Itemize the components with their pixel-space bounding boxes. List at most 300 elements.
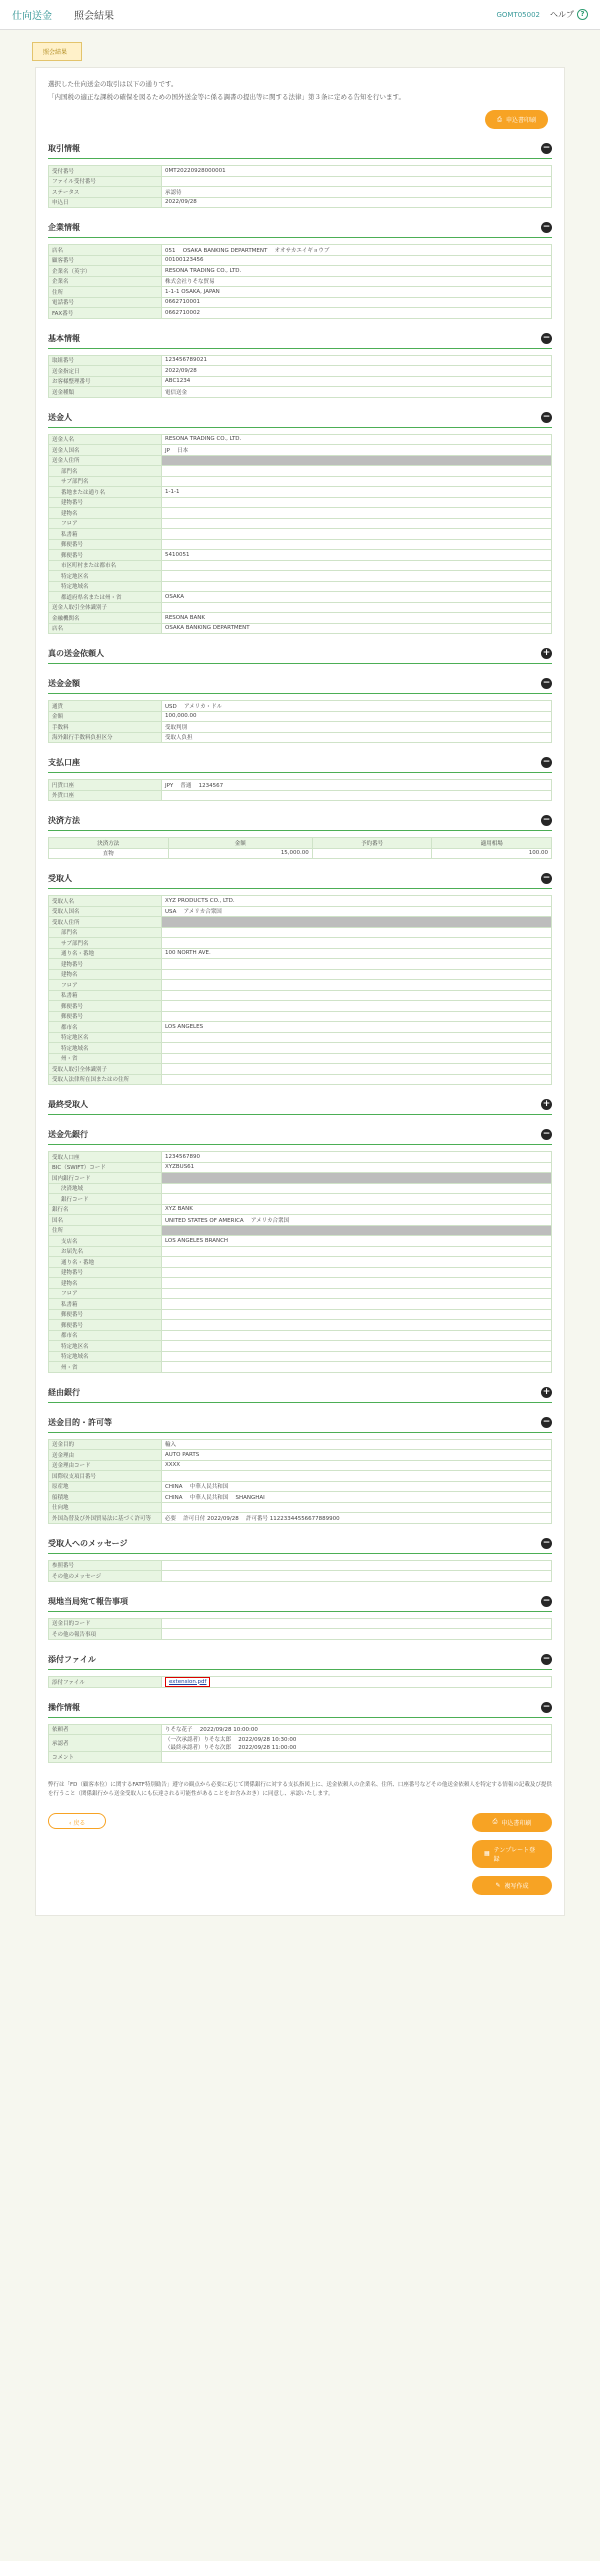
field-label: 私書箱: [49, 990, 162, 1001]
field-label: 郵便番号: [49, 1320, 162, 1331]
table-row: [49, 732, 552, 743]
field-value: UNITED STATES OF AMERICA アメリカ合衆国: [162, 1215, 552, 1226]
section-title: 最終受取人: [48, 1100, 88, 1109]
field-label: 送金目的コード: [49, 1618, 162, 1629]
field-value: 123456789021: [162, 355, 552, 366]
section-header: [48, 333, 552, 349]
field-label: 店名: [49, 623, 162, 634]
detail-table: [48, 1151, 552, 1373]
field-label: 特定地域名: [49, 1351, 162, 1362]
field-label: 金額: [49, 711, 162, 722]
field-label: 州・省: [49, 1362, 162, 1373]
sections: [48, 143, 552, 1763]
table-row: [49, 848, 552, 859]
field-label: 建物番号: [49, 959, 162, 970]
table-row: [49, 1309, 552, 1320]
field-value: [162, 529, 552, 540]
table-row: [49, 1064, 552, 1075]
field-label: 建物番号: [49, 1267, 162, 1278]
table-row: [49, 780, 552, 791]
section: [48, 678, 552, 743]
field-label: 送金人取引全体識別子: [49, 602, 162, 613]
field-value: AUTO PARTS: [162, 1450, 552, 1461]
section-header: [48, 1129, 552, 1145]
section-title: 真の送金依頼人: [48, 649, 104, 658]
table-row: [49, 722, 552, 733]
table-row: [49, 176, 552, 187]
section: [48, 333, 552, 398]
field-label: 店名: [49, 245, 162, 256]
table-cell: [312, 848, 432, 859]
table-row: [49, 1320, 552, 1331]
table-row: [49, 255, 552, 266]
collapse-icon[interactable]: −: [542, 1701, 551, 1712]
table-row: [49, 355, 552, 366]
field-value: [162, 1257, 552, 1268]
table-row: [49, 1267, 552, 1278]
field-label: 特定地区名: [49, 1341, 162, 1352]
table-row: [49, 1162, 552, 1173]
field-label: 支店名: [49, 1236, 162, 1247]
table-row: [49, 969, 552, 980]
section-title: 支払口座: [48, 758, 80, 767]
table-row: [49, 387, 552, 398]
collapse-icon[interactable]: −: [542, 332, 551, 343]
field-value: [162, 1560, 552, 1571]
field-label: 企業名: [49, 276, 162, 287]
field-label: フロア: [49, 980, 162, 991]
field-value: ABC1234: [162, 376, 552, 387]
section-header: [48, 1654, 552, 1670]
section: [48, 412, 552, 635]
field-value: [162, 1309, 552, 1320]
field-value: CHINA 中華人民共和国 SHANGHAI: [162, 1492, 552, 1503]
field-value: [162, 1571, 552, 1582]
field-label: その他のメッセージ: [49, 1571, 162, 1582]
field-label: 建物名: [49, 969, 162, 980]
field-label: 私書箱: [49, 1299, 162, 1310]
app-header: [0, 0, 600, 30]
section-header: [48, 815, 552, 831]
field-label: FAX番号: [49, 308, 162, 319]
field-value: CHINA 中華人民共和国: [162, 1481, 552, 1492]
field-label: 送金指定日: [49, 366, 162, 377]
field-label: 建物名: [49, 508, 162, 519]
field-label: 外貨口座: [49, 790, 162, 801]
expand-icon[interactable]: +: [542, 648, 551, 658]
field-label: フロア: [49, 1288, 162, 1299]
intro-line-2: 「内国税の適正な課税の確保を図るための国外送金等に係る調書の提出等に関する法律」第３条に定める告知を行います。: [48, 93, 405, 101]
field-value: [162, 518, 552, 529]
detail-table: [48, 355, 552, 398]
field-label: 受取人国名: [49, 906, 162, 917]
collapse-icon[interactable]: −: [542, 1129, 551, 1139]
field-label: 郵便番号: [49, 1011, 162, 1022]
table-row: [49, 613, 552, 624]
menu-link-outward-remittance[interactable]: 仕向送金: [12, 11, 52, 22]
table-row: [49, 529, 552, 540]
field-label: お客様整理番号: [49, 376, 162, 387]
section-header: [48, 412, 552, 428]
template-label: テンプレート登録: [493, 1846, 536, 1863]
table-row: [49, 1001, 552, 1012]
table-row: [49, 497, 552, 508]
field-value: [162, 1362, 552, 1373]
table-row: [49, 581, 552, 592]
field-value: USA アメリカ合衆国: [162, 906, 552, 917]
field-label: 通貨: [49, 701, 162, 712]
field-value: RESONA TRADING CO., LTD.: [162, 266, 552, 277]
section-header: [48, 1099, 552, 1115]
field-label: 手数料: [49, 722, 162, 733]
field-value: [162, 1502, 552, 1513]
field-label: 銀行名: [49, 1204, 162, 1215]
field-label: 顧客番号: [49, 255, 162, 266]
field-value: [162, 917, 552, 928]
table-row: [49, 1629, 552, 1640]
field-label: 送金種類: [49, 387, 162, 398]
field-label: 受付番号: [49, 166, 162, 177]
table-row: [49, 1011, 552, 1022]
field-value: 1234567890: [162, 1152, 552, 1163]
detail-table: [48, 1724, 552, 1763]
table-row: [49, 1676, 552, 1687]
table-row: [49, 518, 552, 529]
field-value: [162, 1288, 552, 1299]
section: [48, 1654, 552, 1688]
field-value: OSAKA: [162, 592, 552, 603]
field-value: [162, 602, 552, 613]
section-title: 操作情報: [48, 1702, 80, 1712]
field-value: LOS ANGELES: [162, 1022, 552, 1033]
copy-create-button[interactable]: [472, 1876, 552, 1895]
field-value: JPY 普通 1234567: [162, 780, 552, 791]
field-label: 受取人住所: [49, 917, 162, 928]
pencil-icon: ✎: [495, 1881, 501, 1889]
table-row: [49, 1288, 552, 1299]
field-label: 国内銀行コード: [49, 1173, 162, 1184]
table-row: [49, 980, 552, 991]
field-label: 銀行コード: [49, 1194, 162, 1205]
template-register-button[interactable]: [472, 1840, 552, 1868]
table-row: [49, 1173, 552, 1184]
field-value: OSAKA BANKING DEPARTMENT: [162, 623, 552, 634]
section: [48, 757, 552, 801]
field-label: フロア: [49, 518, 162, 529]
field-label: 国名: [49, 1215, 162, 1226]
collapse-icon[interactable]: −: [542, 815, 551, 825]
print-application-button[interactable]: [485, 110, 548, 129]
back-button[interactable]: ‹ 戻る: [48, 1813, 106, 1829]
table-row: [49, 1618, 552, 1629]
field-value: 00100123456: [162, 255, 552, 266]
table-row: [49, 245, 552, 256]
help-link[interactable]: [550, 9, 588, 20]
table-row: [49, 1362, 552, 1373]
field-value: 輸入: [162, 1439, 552, 1450]
page-title: 照会結果: [74, 11, 114, 22]
table-row: [49, 445, 552, 456]
field-label: 承認者: [49, 1735, 162, 1752]
field-value: [162, 1618, 552, 1629]
field-value: [162, 980, 552, 991]
field-value: 1-1-1: [162, 487, 552, 498]
table-row: [49, 1502, 552, 1513]
field-label: 郵便番号: [49, 1001, 162, 1012]
table-row: [49, 1225, 552, 1236]
collapse-icon[interactable]: −: [542, 1653, 551, 1664]
field-value: [162, 1267, 552, 1278]
print-application-button-bottom[interactable]: [472, 1813, 552, 1832]
table-row: [49, 560, 552, 571]
field-value: 電信送金: [162, 387, 552, 398]
collapse-icon[interactable]: −: [542, 1595, 551, 1606]
field-value: [162, 1341, 552, 1352]
table-row: [49, 266, 552, 277]
section-header: [48, 222, 552, 238]
table-row: [49, 1460, 552, 1471]
field-label: その他の報告事項: [49, 1629, 162, 1640]
field-label: 送金人国名: [49, 445, 162, 456]
question-icon: ?: [577, 9, 588, 20]
section: [48, 1129, 552, 1373]
table-cell: 15,000.00: [168, 848, 312, 859]
collapse-icon[interactable]: −: [542, 873, 551, 883]
field-label: 船積地: [49, 1492, 162, 1503]
table-row: [49, 1471, 552, 1482]
field-value: [162, 1053, 552, 1064]
field-label: 電話番号: [49, 297, 162, 308]
field-label: 送金理由コード: [49, 1460, 162, 1471]
table-row: [49, 602, 552, 613]
table-row: [49, 1450, 552, 1461]
table-row: [49, 1439, 552, 1450]
field-value: [162, 1194, 552, 1205]
field-label: 受取人取引全体識別子: [49, 1064, 162, 1075]
collapse-icon[interactable]: −: [542, 1416, 551, 1427]
expand-icon[interactable]: +: [542, 1386, 551, 1397]
field-label: 特定地域名: [49, 1043, 162, 1054]
field-label: 住所: [49, 1225, 162, 1236]
field-value: [162, 990, 552, 1001]
field-value: [162, 1629, 552, 1640]
field-label: 送金人名: [49, 434, 162, 445]
section-title: 送金目的・許可等: [48, 1417, 112, 1427]
collapse-icon[interactable]: −: [542, 678, 551, 688]
field-label: 受取人名: [49, 896, 162, 907]
table-row: [49, 297, 552, 308]
intro-text: [48, 78, 552, 104]
field-label: 住所: [49, 287, 162, 298]
field-value: [162, 508, 552, 519]
expand-icon[interactable]: +: [542, 1099, 551, 1109]
section-title: 基本情報: [48, 333, 80, 343]
field-label: 決済地域: [49, 1183, 162, 1194]
detail-table: [48, 895, 552, 1085]
table-row: [49, 948, 552, 959]
field-value: [162, 1173, 552, 1184]
field-value: 2022/09/28: [162, 366, 552, 377]
field-value: RESONA TRADING CO., LTD.: [162, 434, 552, 445]
settlement-table: [48, 837, 552, 859]
section-title: 送金人: [48, 412, 72, 422]
table-row: [49, 466, 552, 477]
field-label: 私書箱: [49, 529, 162, 540]
section-header: [48, 143, 552, 159]
field-value: [162, 1183, 552, 1194]
field-value: [162, 969, 552, 980]
field-label: 添付ファイル: [49, 1676, 162, 1687]
table-row: [49, 701, 552, 712]
field-label: 特定地区名: [49, 571, 162, 582]
field-label: 都道府県名または州・省: [49, 592, 162, 603]
screen-id: GOMT05002: [496, 10, 540, 19]
field-value: 051 OSAKA BANKING DEPARTMENT オオサカエイギョウブ: [162, 245, 552, 256]
section: [48, 1538, 552, 1582]
field-value: りそな花子 2022/09/28 10:00:00: [162, 1724, 552, 1735]
detail-table: [48, 244, 552, 319]
field-label: 部門名: [49, 927, 162, 938]
section-header: [48, 1702, 552, 1718]
result-card: [35, 67, 565, 1916]
field-value: [162, 1320, 552, 1331]
field-label: 金融機関名: [49, 613, 162, 624]
table-row: [49, 1022, 552, 1033]
field-value: [162, 497, 552, 508]
field-label: サブ部門名: [49, 476, 162, 487]
field-label: 送金人住所: [49, 455, 162, 466]
field-label: 市区町村または都市名: [49, 560, 162, 571]
field-value: XYZBUS61: [162, 1162, 552, 1173]
table-row: [49, 1032, 552, 1043]
section-title: 送金先銀行: [48, 1130, 88, 1139]
field-label: 特定地区名: [49, 1032, 162, 1043]
collapse-icon[interactable]: −: [542, 143, 551, 153]
attachment-link[interactable]: extension.pdf: [165, 1677, 210, 1687]
section-header: [48, 678, 552, 694]
field-label: 通り名・番地: [49, 948, 162, 959]
table-row: [49, 571, 552, 582]
detail-table: [48, 1439, 552, 1524]
table-row: [49, 1278, 552, 1289]
section-title: 受取人: [48, 874, 72, 883]
section-title: 受取人へのメッセージ: [48, 1538, 128, 1548]
field-value: [162, 938, 552, 949]
field-label: 参照番号: [49, 1560, 162, 1571]
table-row: [49, 276, 552, 287]
field-value: 1-1-1 OSAKA, JAPAN: [162, 287, 552, 298]
column-header: 決済方法: [49, 838, 169, 849]
section: [48, 815, 552, 859]
field-value: [162, 1246, 552, 1257]
field-value: [162, 1074, 552, 1085]
table-row: [49, 711, 552, 722]
section: [48, 222, 552, 319]
table-row: [49, 376, 552, 387]
detail-table: [48, 434, 552, 635]
field-label: 原産地: [49, 1481, 162, 1492]
field-value: 承認待: [162, 187, 552, 198]
field-value: [162, 1278, 552, 1289]
section-title: 取引情報: [48, 144, 80, 153]
step-indicator: 照会結果: [32, 42, 82, 61]
table-row: [49, 1724, 552, 1735]
table-row: [49, 197, 552, 208]
table-row: [49, 790, 552, 801]
field-label: 申込日: [49, 197, 162, 208]
table-row: [49, 1194, 552, 1205]
table-row: [49, 187, 552, 198]
field-value: [162, 1043, 552, 1054]
field-value: [162, 581, 552, 592]
field-value: 5410051: [162, 550, 552, 561]
column-header: 予約番号: [312, 838, 432, 849]
collapse-icon[interactable]: −: [542, 757, 551, 767]
copy-label: 複写作成: [504, 1882, 529, 1890]
section-title: 送金金額: [48, 679, 80, 688]
table-row: [49, 1215, 552, 1226]
field-value: [162, 1471, 552, 1482]
section: [48, 143, 552, 208]
field-value: [162, 927, 552, 938]
table-row: [49, 623, 552, 634]
table-cell: 100.00: [432, 848, 552, 859]
field-value: [162, 1330, 552, 1341]
table-row: [49, 592, 552, 603]
collapse-icon[interactable]: −: [542, 222, 551, 232]
field-label: 州・省: [49, 1053, 162, 1064]
collapse-icon[interactable]: −: [542, 1537, 551, 1548]
field-label: ステータス: [49, 187, 162, 198]
table-row: [49, 1513, 552, 1524]
field-label: 建物番号: [49, 497, 162, 508]
column-header: 金額: [168, 838, 312, 849]
table-row: [49, 287, 552, 298]
table-row: [49, 455, 552, 466]
field-label: お届先名: [49, 1246, 162, 1257]
detail-table: [48, 700, 552, 743]
field-value: [162, 1032, 552, 1043]
field-value: [162, 1299, 552, 1310]
field-label: BIC（SWIFT）コード: [49, 1162, 162, 1173]
field-value: XXXX: [162, 1460, 552, 1471]
table-row: [49, 1341, 552, 1352]
field-value: [162, 539, 552, 550]
table-row: [49, 476, 552, 487]
field-label: 郵便番号: [49, 1309, 162, 1320]
table-row: [49, 917, 552, 928]
field-label: 円貨口座: [49, 780, 162, 791]
collapse-icon[interactable]: −: [542, 411, 551, 422]
field-value: USD アメリカ・ドル: [162, 701, 552, 712]
intro-line-1: 選択した仕向送金の取引は以下の通りです。: [48, 80, 178, 88]
field-value: （一次承認者）りそな太郎 2022/09/28 10:30:00 （最終承認者）りそな次郎 2022/09/28 11:00:00: [162, 1735, 552, 1752]
field-value: JP 日本: [162, 445, 552, 456]
table-row: [49, 906, 552, 917]
table-row: [49, 1481, 552, 1492]
detail-table: [48, 779, 552, 801]
field-value: XYZ BANK: [162, 1204, 552, 1215]
section-header: [48, 1596, 552, 1612]
footer-spacer: [0, 1916, 600, 1942]
field-label: 国際収支項目番号: [49, 1471, 162, 1482]
field-value: [162, 1001, 552, 1012]
field-label: 特定地域名: [49, 581, 162, 592]
detail-table: [48, 165, 552, 208]
table-row: [49, 308, 552, 319]
field-value: 2022/09/28: [162, 197, 552, 208]
field-value: [162, 1225, 552, 1236]
